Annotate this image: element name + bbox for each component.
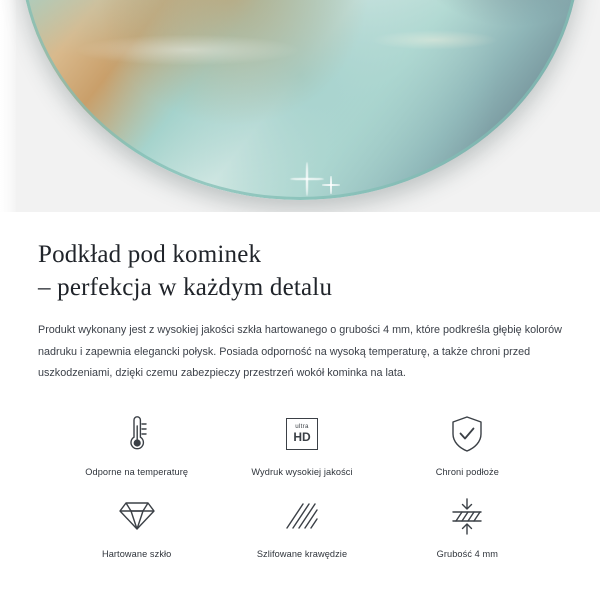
body-paragraph: Produkt wykonany jest z wysokiej jakości szkła hartowanego o grubości 4 mm, które podkreśla głębię kolorów nadruku i zapewnia elegancki połysk. Posiada odporność na wysoką temperaturę, a także chroni przed uszkodzeniami, dzięki czemu zabezpieczy przestrzeń wokół kominka na lata. bbox=[38, 324, 562, 380]
sparkle-small-icon bbox=[322, 176, 340, 194]
glass-hearth-pad-image bbox=[20, 0, 580, 200]
hero-left-edge bbox=[0, 0, 16, 212]
feature-tempered-glass bbox=[54, 493, 219, 559]
feature-thickness bbox=[385, 493, 550, 559]
ultra-hd-badge-bottom: HD bbox=[293, 430, 311, 445]
feature-label: Chroni podłoże bbox=[435, 466, 499, 477]
feature-label: Hartowane szkło bbox=[101, 548, 172, 559]
feature-label: Grubość 4 mm bbox=[436, 548, 499, 559]
feature-label: Odporne na temperaturę bbox=[85, 466, 189, 477]
feature-grid bbox=[38, 411, 566, 559]
polished-edges-icon bbox=[283, 493, 321, 539]
shield-check-icon bbox=[449, 411, 485, 457]
ultra-hd-badge-top: ultra bbox=[295, 423, 309, 431]
feature-surface-protection bbox=[385, 411, 550, 477]
feature-polished-edges bbox=[219, 493, 384, 559]
feature-label: Szlifowane krawędzie bbox=[256, 548, 348, 559]
content-section bbox=[0, 212, 600, 559]
thickness-icon bbox=[447, 493, 487, 539]
feature-label: Wydruk wysokiej jakości bbox=[251, 466, 353, 477]
page-title bbox=[38, 238, 566, 304]
headline-line-2: – perfekcja w każdym detalu bbox=[38, 274, 333, 301]
feature-print-quality bbox=[219, 411, 384, 477]
hero-image bbox=[0, 0, 600, 212]
thermometer-icon bbox=[120, 411, 154, 457]
headline-line-1: Podkład pod kominek bbox=[38, 241, 262, 268]
ultra-hd-icon bbox=[286, 411, 318, 457]
feature-heat-resistant bbox=[54, 411, 219, 477]
diamond-icon bbox=[118, 493, 156, 539]
